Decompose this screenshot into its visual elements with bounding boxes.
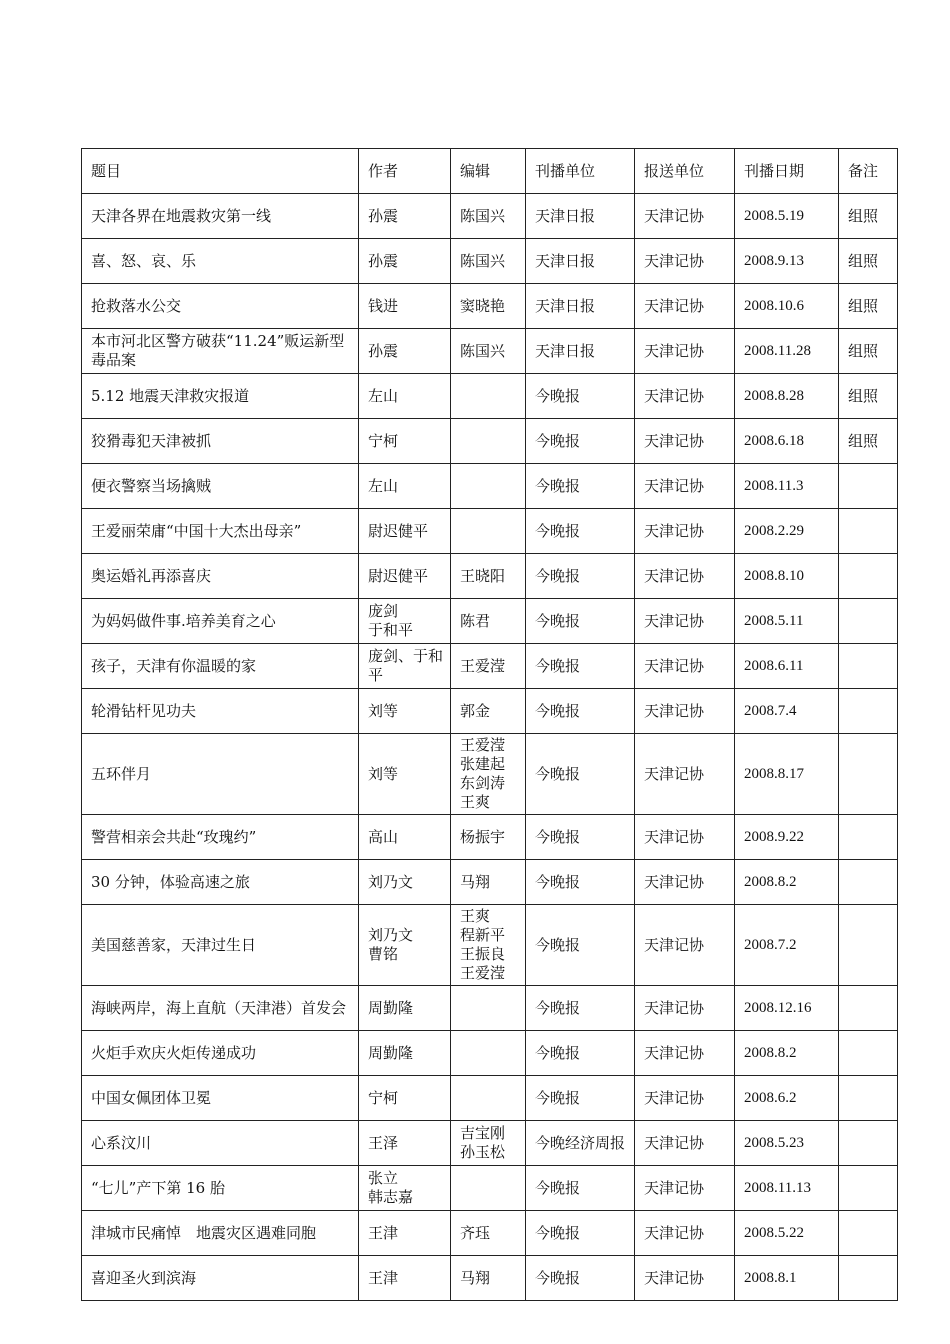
table-row [82, 374, 898, 419]
cell-note [839, 905, 898, 986]
cell-publish-date: 2008.10.6 [735, 284, 839, 329]
cell-author [359, 689, 451, 734]
cell-publish-unit: 今晚报 [526, 554, 635, 599]
cell-note [839, 464, 898, 509]
cell-submit-unit: 天津记协 [635, 599, 735, 644]
cell-note [839, 644, 898, 689]
cell-publish-date: 2008.5.22 [735, 1211, 839, 1256]
cell-publish-unit: 今晚报 [526, 1076, 635, 1121]
table-header-row [82, 149, 898, 194]
cell-editor [451, 1121, 526, 1166]
cell-editor [451, 374, 526, 419]
table-row [82, 905, 898, 986]
cell-author [359, 905, 451, 986]
cell-editor-line: 郭金 [460, 701, 491, 720]
cell-editor-line: 王振良 [460, 945, 506, 963]
cell-publish-date: 2008.9.22 [735, 815, 839, 860]
cell-title: 火炬手欢庆火炬传递成功 [82, 1031, 359, 1076]
cell-editor-line: 吉宝刚 [460, 1124, 506, 1142]
cell-publish-unit: 今晚报 [526, 464, 635, 509]
cell-title: “七儿”产下第 16 胎 [82, 1166, 359, 1211]
cell-author-line: 周勤隆 [368, 998, 414, 1017]
cell-note: 组照 [839, 194, 898, 239]
cell-publish-unit: 今晚报 [526, 1256, 635, 1301]
table-row [82, 689, 898, 734]
cell-note [839, 1166, 898, 1211]
cell-editor-line: 张建起 [460, 755, 506, 773]
cell-author-line: 孙震 [368, 251, 399, 270]
cell-submit-unit: 天津记协 [635, 1256, 735, 1301]
cell-publish-unit: 天津日报 [526, 329, 635, 374]
cell-title: 警营相亲会共赴“玫瑰约” [82, 815, 359, 860]
table-row [82, 419, 898, 464]
header-editor: 编辑 [451, 149, 526, 194]
cell-title: 轮滑钻杆见功夫 [82, 689, 359, 734]
cell-author [359, 986, 451, 1031]
cell-publish-date: 2008.9.13 [735, 239, 839, 284]
cell-publish-unit: 今晚报 [526, 860, 635, 905]
header-publish-date: 刊播日期 [735, 149, 839, 194]
table-row [82, 1031, 898, 1076]
cell-publish-date: 2008.5.19 [735, 194, 839, 239]
cell-title: 便衣警察当场擒贼 [82, 464, 359, 509]
cell-title: 抢救落水公交 [82, 284, 359, 329]
cell-submit-unit: 天津记协 [635, 374, 735, 419]
cell-submit-unit: 天津记协 [635, 689, 735, 734]
cell-author-line: 孙震 [368, 206, 399, 225]
cell-author-line: 王泽 [368, 1133, 399, 1152]
works-table [81, 148, 898, 1301]
cell-editor-line: 东剑涛 [460, 774, 506, 792]
cell-editor [451, 689, 526, 734]
cell-author [359, 1121, 451, 1166]
cell-author [359, 554, 451, 599]
cell-note [839, 860, 898, 905]
cell-title: 30 分钟，体验高速之旅 [82, 860, 359, 905]
cell-submit-unit: 天津记协 [635, 284, 735, 329]
cell-author [359, 194, 451, 239]
cell-publish-date: 2008.7.4 [735, 689, 839, 734]
cell-author [359, 1031, 451, 1076]
cell-author-line: 左山 [368, 386, 399, 405]
cell-title: 中国女佩团体卫冕 [82, 1076, 359, 1121]
cell-author [359, 329, 451, 374]
cell-editor [451, 599, 526, 644]
cell-author [359, 239, 451, 284]
cell-title: 本市河北区警方破获“11.24”贩运新型毒品案 [82, 329, 359, 374]
table-row [82, 1256, 898, 1301]
table-row [82, 815, 898, 860]
cell-note [839, 734, 898, 815]
cell-publish-unit: 今晚报 [526, 644, 635, 689]
table-row [82, 284, 898, 329]
cell-publish-date: 2008.5.23 [735, 1121, 839, 1166]
cell-submit-unit: 天津记协 [635, 329, 735, 374]
cell-author [359, 815, 451, 860]
table-row [82, 860, 898, 905]
table-row [82, 554, 898, 599]
cell-submit-unit: 天津记协 [635, 1211, 735, 1256]
cell-submit-unit: 天津记协 [635, 1031, 735, 1076]
cell-submit-unit: 天津记协 [635, 194, 735, 239]
cell-title: 喜、怒、哀、乐 [82, 239, 359, 284]
cell-note [839, 509, 898, 554]
cell-publish-date: 2008.6.11 [735, 644, 839, 689]
cell-publish-unit: 今晚报 [526, 689, 635, 734]
header-submit-unit: 报送单位 [635, 149, 735, 194]
cell-publish-date: 2008.11.13 [735, 1166, 839, 1211]
cell-title: 心系汶川 [82, 1121, 359, 1166]
table-row [82, 329, 898, 374]
cell-note [839, 599, 898, 644]
cell-author [359, 599, 451, 644]
table-row [82, 734, 898, 815]
cell-publish-date: 2008.8.28 [735, 374, 839, 419]
cell-publish-date: 2008.8.17 [735, 734, 839, 815]
table-row [82, 986, 898, 1031]
cell-editor [451, 284, 526, 329]
table-row [82, 1121, 898, 1166]
cell-note [839, 1121, 898, 1166]
cell-editor-line: 王晓阳 [460, 566, 506, 585]
cell-publish-unit: 今晚报 [526, 1031, 635, 1076]
cell-note: 组照 [839, 374, 898, 419]
cell-title: 喜迎圣火到滨海 [82, 1256, 359, 1301]
cell-editor [451, 1211, 526, 1256]
cell-author-line: 于和平 [368, 621, 414, 639]
cell-editor [451, 905, 526, 986]
cell-editor [451, 644, 526, 689]
cell-publish-date: 2008.5.11 [735, 599, 839, 644]
cell-publish-date: 2008.12.16 [735, 986, 839, 1031]
cell-title: 狡猾毒犯天津被抓 [82, 419, 359, 464]
cell-author [359, 1211, 451, 1256]
cell-author-line: 王津 [368, 1268, 399, 1287]
cell-publish-date: 2008.11.28 [735, 329, 839, 374]
header-note: 备注 [839, 149, 898, 194]
cell-note: 组照 [839, 329, 898, 374]
cell-submit-unit: 天津记协 [635, 1166, 735, 1211]
cell-publish-date: 2008.6.18 [735, 419, 839, 464]
cell-submit-unit: 天津记协 [635, 1121, 735, 1166]
cell-author-line: 庞剑 [368, 602, 399, 620]
cell-title: 美国慈善家，天津过生日 [82, 905, 359, 986]
cell-author-line: 庞剑、于和平 [368, 647, 444, 684]
cell-submit-unit: 天津记协 [635, 905, 735, 986]
cell-title: 5.12 地震天津救灾报道 [82, 374, 359, 419]
cell-note [839, 1211, 898, 1256]
cell-editor-line: 王爱滢 [460, 656, 506, 675]
cell-editor [451, 464, 526, 509]
header-publish-unit: 刊播单位 [526, 149, 635, 194]
cell-submit-unit: 天津记协 [635, 464, 735, 509]
cell-submit-unit: 天津记协 [635, 644, 735, 689]
cell-editor-line: 陈君 [460, 611, 491, 630]
cell-author [359, 1256, 451, 1301]
cell-submit-unit: 天津记协 [635, 1076, 735, 1121]
cell-author-line: 宁柯 [368, 431, 399, 450]
cell-publish-date: 2008.8.1 [735, 1256, 839, 1301]
cell-title: 孩子，天津有你温暖的家 [82, 644, 359, 689]
cell-editor-line: 王爱滢 [460, 964, 506, 982]
cell-editor [451, 1076, 526, 1121]
cell-publish-unit: 天津日报 [526, 194, 635, 239]
cell-editor [451, 1031, 526, 1076]
cell-note [839, 1256, 898, 1301]
cell-author-line: 刘等 [368, 701, 399, 720]
cell-note [839, 1031, 898, 1076]
cell-title: 海峡两岸，海上直航（天津港）首发会 [82, 986, 359, 1031]
cell-editor-line: 陈国兴 [460, 206, 506, 225]
cell-submit-unit: 天津记协 [635, 509, 735, 554]
cell-submit-unit: 天津记协 [635, 986, 735, 1031]
cell-publish-unit: 今晚报 [526, 734, 635, 815]
cell-editor-line: 窦晓艳 [460, 296, 506, 315]
cell-submit-unit: 天津记协 [635, 554, 735, 599]
cell-publish-unit: 今晚报 [526, 419, 635, 464]
cell-editor-line: 陈国兴 [460, 251, 506, 270]
cell-publish-unit: 今晚报 [526, 374, 635, 419]
table-row [82, 1211, 898, 1256]
cell-title: 津城市民痛悼 地震灾区遇难同胞 [82, 1211, 359, 1256]
cell-editor-line: 齐珏 [460, 1223, 491, 1242]
table-row [82, 599, 898, 644]
cell-author [359, 419, 451, 464]
cell-note [839, 689, 898, 734]
cell-submit-unit: 天津记协 [635, 860, 735, 905]
cell-publish-unit: 今晚报 [526, 905, 635, 986]
cell-author-line: 宁柯 [368, 1088, 399, 1107]
cell-submit-unit: 天津记协 [635, 734, 735, 815]
cell-author-line: 刘乃文 [368, 926, 414, 944]
cell-publish-unit: 今晚报 [526, 1211, 635, 1256]
cell-note [839, 815, 898, 860]
cell-editor [451, 419, 526, 464]
cell-publish-unit: 今晚报 [526, 986, 635, 1031]
cell-publish-date: 2008.11.3 [735, 464, 839, 509]
cell-editor-line: 杨振宇 [460, 827, 506, 846]
cell-editor [451, 509, 526, 554]
cell-author-line: 高山 [368, 827, 399, 846]
cell-title: 天津各界在地震救灾第一线 [82, 194, 359, 239]
table-row [82, 194, 898, 239]
cell-publish-date: 2008.2.29 [735, 509, 839, 554]
cell-author-line: 周勤隆 [368, 1043, 414, 1062]
table-row [82, 464, 898, 509]
cell-author [359, 509, 451, 554]
table-row [82, 1076, 898, 1121]
cell-author-line: 韩志嘉 [368, 1188, 414, 1206]
cell-submit-unit: 天津记协 [635, 815, 735, 860]
cell-editor [451, 554, 526, 599]
cell-title: 为妈妈做件事.培养美育之心 [82, 599, 359, 644]
cell-editor-line: 王爽 [460, 793, 491, 811]
cell-publish-date: 2008.6.2 [735, 1076, 839, 1121]
cell-publish-date: 2008.8.2 [735, 1031, 839, 1076]
table-row [82, 239, 898, 284]
cell-publish-unit: 天津日报 [526, 239, 635, 284]
cell-publish-unit: 今晚报 [526, 509, 635, 554]
cell-title: 五环伴月 [82, 734, 359, 815]
cell-author [359, 1076, 451, 1121]
cell-publish-date: 2008.8.2 [735, 860, 839, 905]
cell-author-line: 钱进 [368, 296, 399, 315]
cell-note [839, 554, 898, 599]
cell-author-line: 尉迟健平 [368, 566, 429, 585]
cell-author [359, 860, 451, 905]
cell-editor [451, 860, 526, 905]
cell-note: 组照 [839, 284, 898, 329]
table-row [82, 1166, 898, 1211]
cell-author-line: 刘等 [368, 764, 399, 783]
cell-publish-unit: 今晚报 [526, 815, 635, 860]
cell-publish-date: 2008.7.2 [735, 905, 839, 986]
header-author: 作者 [359, 149, 451, 194]
cell-note: 组照 [839, 419, 898, 464]
cell-editor-line: 王爽 [460, 907, 491, 925]
cell-editor-line: 陈国兴 [460, 341, 506, 360]
cell-editor [451, 1256, 526, 1301]
cell-editor [451, 1166, 526, 1211]
cell-author [359, 644, 451, 689]
cell-author [359, 1166, 451, 1211]
cell-editor-line: 王爱滢 [460, 736, 506, 754]
cell-note: 组照 [839, 239, 898, 284]
table-row [82, 644, 898, 689]
cell-author [359, 374, 451, 419]
cell-author-line: 尉迟健平 [368, 521, 429, 540]
cell-editor-line: 马翔 [460, 872, 491, 891]
cell-editor [451, 734, 526, 815]
cell-editor-line: 孙玉松 [460, 1143, 506, 1161]
cell-publish-unit: 今晚报 [526, 599, 635, 644]
cell-editor [451, 239, 526, 284]
cell-editor [451, 986, 526, 1031]
cell-title: 王爱丽荣庸“中国十大杰出母亲” [82, 509, 359, 554]
cell-editor-line: 程新平 [460, 926, 506, 944]
cell-author [359, 734, 451, 815]
cell-author [359, 284, 451, 329]
cell-publish-unit: 今晚经济周报 [526, 1121, 635, 1166]
cell-submit-unit: 天津记协 [635, 239, 735, 284]
cell-editor [451, 329, 526, 374]
cell-author-line: 曹铭 [368, 945, 399, 963]
cell-author-line: 孙震 [368, 341, 399, 360]
cell-editor-line: 马翔 [460, 1268, 491, 1287]
cell-author-line: 王津 [368, 1223, 399, 1242]
cell-publish-unit: 今晚报 [526, 1166, 635, 1211]
cell-publish-unit: 天津日报 [526, 284, 635, 329]
cell-editor [451, 194, 526, 239]
cell-author [359, 464, 451, 509]
cell-title: 奥运婚礼再添喜庆 [82, 554, 359, 599]
cell-publish-date: 2008.8.10 [735, 554, 839, 599]
cell-author-line: 刘乃文 [368, 872, 414, 891]
cell-editor [451, 815, 526, 860]
header-title: 题目 [82, 149, 359, 194]
table-row [82, 509, 898, 554]
cell-submit-unit: 天津记协 [635, 419, 735, 464]
cell-note [839, 986, 898, 1031]
cell-author-line: 左山 [368, 476, 399, 495]
cell-note [839, 1076, 898, 1121]
cell-author-line: 张立 [368, 1169, 399, 1187]
